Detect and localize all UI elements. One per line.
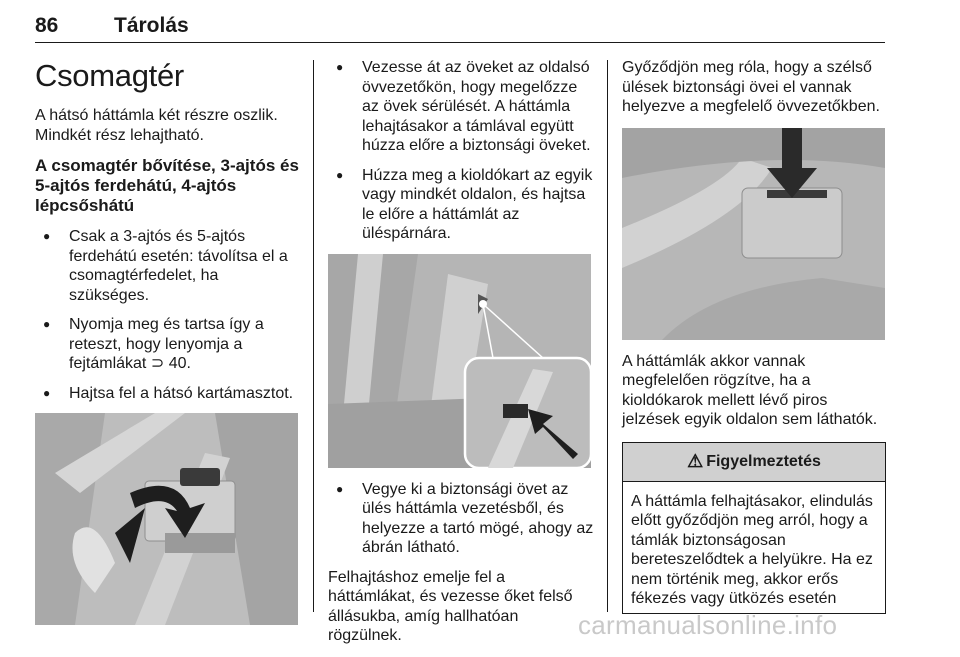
page-number: 86 (35, 14, 59, 37)
bullet-list-2 (328, 58, 594, 244)
figure-seatbelt-position (622, 128, 885, 340)
list-item: ● Vegye ki a biztonsági övet az ülés háttámla vezetésből, és helyezze a tartó mögé, ahogy az ábrán látható. (328, 480, 594, 558)
warning-box (622, 442, 886, 614)
page-reference-arrow-icon: ⊃ (150, 355, 165, 372)
page-reference: 40. (168, 355, 191, 372)
list-item: ● Hajtsa fel a hátsó kartámasztot. (35, 384, 301, 404)
warning-text: A háttámla felhajtásakor, elindulás előtt győződjön meg arról, hogy a támlák biztonságosan bereteszelődtek a helyükre. Ha ez nem történik meg, akkor erős fékezés vagy ütközés esetén (631, 492, 873, 607)
paragraph: Felhajtáshoz emelje fel a háttámlákat, és vezesse őket felső állásukba, amíg hallhatóan rögzülnek. (328, 568, 573, 644)
list-item: ● Vezesse át az öveket az oldalsó övvezetőkön, hogy megelőzze az övek sérülését. A háttámla lehajtásakor a támlával együtt húzza előre a biztonsági öveket. (328, 58, 594, 156)
section-heading: Csomagtér (35, 58, 184, 93)
page-header (35, 8, 885, 43)
column-1 (35, 58, 301, 625)
list-item: ● Csak a 3-ajtós és 5-ajtós ferdehátú esetén: távolítsa el a csomagtérfedelet, ha szükséges. (35, 227, 301, 305)
running-title: Tárolás (114, 14, 189, 37)
column-3 (622, 58, 887, 614)
subsection-heading: A csomagtér bővítése, 3-ajtós és 5-ajtós ferdehátú, 4-ajtós lépcsőshátú (35, 156, 299, 215)
column-divider-right (607, 60, 608, 612)
warning-triangle-icon: ⚠ (687, 450, 704, 471)
watermark: carmanualsonline.info (578, 610, 838, 640)
column-divider-left (313, 60, 314, 612)
list-item: ● Nyomja meg és tartsa így a reteszt, hogy lenyomja a fejtámlákat ⊃ 40. (35, 315, 301, 374)
warning-header (623, 443, 885, 482)
bullet-list-1 (35, 227, 301, 403)
paragraph: Győződjön meg róla, hogy a szélső ülések biztonsági övei el vannak helyezve a megfelelő övvezetőkben. (622, 59, 880, 115)
intro-paragraph: A hátsó háttámla két részre oszlik. Mindkét rész lehajtható. (35, 107, 278, 144)
bullet-list-3 (328, 480, 594, 558)
list-item: ● Húzza meg a kioldókart az egyik vagy mindkét oldalon, és hajtsa le előre a háttámlát az üléspárnára. (328, 166, 594, 244)
figure-belt-guide (328, 254, 591, 468)
figure-armrest (35, 413, 298, 625)
paragraph: A háttámlák akkor vannak megfelelően rögzítve, ha a kioldókarok mellett lévő piros jelzések egyik oldalon sem láthatók. (622, 352, 878, 428)
column-2 (328, 58, 594, 657)
warning-title: Figyelmeztetés (706, 452, 821, 470)
